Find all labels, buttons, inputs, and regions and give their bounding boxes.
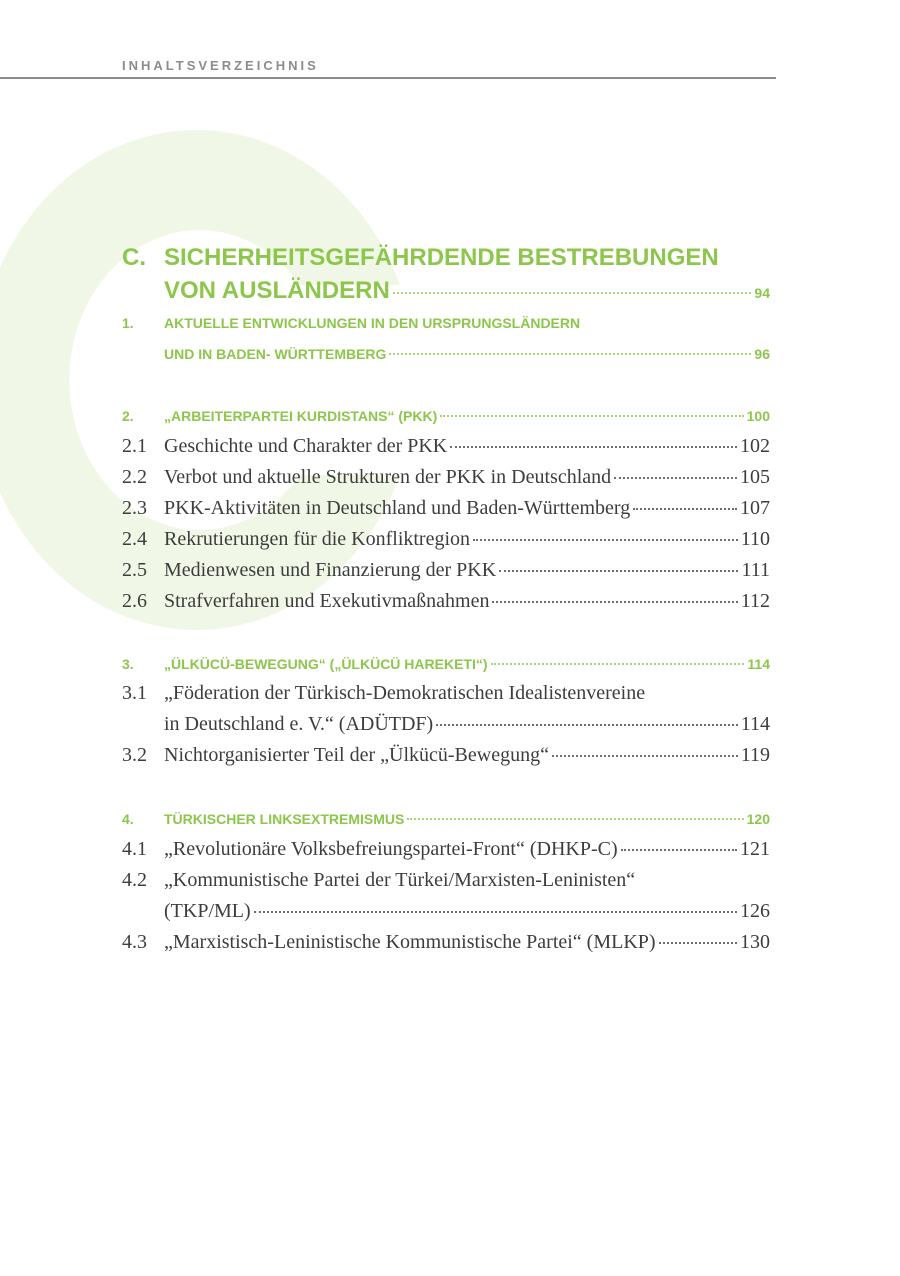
toc-title: Nichtorganisierter Teil der „Ülkücü-Bewegung“ [164,744,549,766]
toc-page: 100 [746,408,770,424]
toc-page: 126 [740,900,770,922]
toc-item-2-4[interactable] [122,528,770,551]
toc-section-2[interactable] [122,408,770,424]
toc-page: 114 [747,656,770,672]
toc-item-2-6[interactable] [122,590,770,613]
toc-page: 94 [754,285,770,301]
leader-dots [492,601,737,603]
toc-page: 102 [740,435,770,457]
toc-title: (TKP/ML) [164,900,251,922]
toc-title: Geschichte und Charakter der PKK [164,435,448,457]
toc-number: 3.2 [122,744,147,766]
leader-dots [254,911,737,913]
toc-page: 105 [740,466,770,488]
toc-number: 4.1 [122,838,147,860]
leader-dots [436,724,738,726]
toc-number: 2.2 [122,466,147,488]
toc-item-4-2-line2[interactable] [122,900,770,923]
leader-dots [614,477,737,479]
toc-page: 120 [746,811,770,827]
leader-dots [389,353,751,355]
toc-page: 112 [740,590,770,612]
toc-title: UND IN BADEN- WÜRTTEMBERG [164,346,387,362]
toc-chapter-line1 [122,244,770,272]
toc-number: 3. [122,656,134,672]
toc-number: 4.3 [122,931,147,953]
toc-page: 130 [740,931,770,953]
toc-title: PKK-Aktivitäten in Deutschland und Baden-Württemberg [164,497,631,519]
leader-dots [633,508,737,510]
toc-page: 110 [740,528,770,550]
toc-number: 4.2 [122,869,147,891]
toc-item-3-1-line1 [122,682,770,705]
toc-item-4-2-line1 [122,869,770,892]
toc-item-2-3[interactable] [122,497,770,520]
toc-number: 2.5 [122,559,147,581]
running-head: INHALTSVERZEICHNIS [122,58,319,73]
toc-title: SICHERHEITSGEFÄHRDENDE BESTREBUNGEN [164,244,719,271]
toc-item-4-3[interactable] [122,931,770,954]
leader-dots [552,755,738,757]
toc-section-3[interactable] [122,656,770,672]
toc-title: VON AUSLÄNDERN [164,277,390,304]
leader-dots [473,539,738,541]
toc-page: 107 [740,497,770,519]
toc-item-4-1[interactable] [122,838,770,861]
toc-number: 2.4 [122,528,147,550]
leader-dots [407,818,743,820]
toc-section-4[interactable] [122,811,770,827]
toc-title: in Deutschland e. V.“ (ADÜTDF) [164,713,434,735]
toc-item-2-1[interactable] [122,435,770,458]
leader-dots [499,570,738,572]
toc-title: „ARBEITERPARTEI KURDISTANS“ (PKK) [164,408,438,424]
toc-page: 114 [740,713,770,735]
toc-chapter-line2[interactable] [122,277,770,305]
toc-section-1-line2[interactable] [122,346,770,362]
toc-number: 2. [122,408,134,424]
toc-section-1-line1 [122,315,770,331]
toc-title: AKTUELLE ENTWICKLUNGEN IN DEN URSPRUNGSLÄNDERN [164,315,581,331]
toc-title: Verbot und aktuelle Strukturen der PKK in Deutschland [164,466,612,488]
toc-title: „ÜLKÜCÜ-BEWEGUNG“ („ÜLKÜCÜ HAREKETI“) [164,656,488,672]
toc-page: 96 [754,346,770,362]
toc-number: 2.1 [122,435,147,457]
toc-title: Rekrutierungen für die Konfliktregion [164,528,471,550]
toc-title: „Kommunistische Partei der Türkei/Marxisten-Leninisten“ [164,869,636,891]
leader-dots [659,942,737,944]
toc-title: TÜRKISCHER LINKSEXTREMISMUS [164,811,405,827]
toc-title: Medienwesen und Finanzierung der PKK [164,559,497,581]
leader-dots [393,292,752,294]
toc-number: 2.3 [122,497,147,519]
toc-title: „Revolutionäre Volksbefreiungspartei-Front“ (DHKP-C) [164,838,618,860]
toc-number: 4. [122,811,134,827]
toc-number: 2.6 [122,590,147,612]
toc-title: „Föderation der Türkisch-Demokratischen Idealistenvereine [164,682,646,704]
toc-item-2-5[interactable] [122,559,770,582]
toc-title: „Marxistisch-Leninistische Kommunistische Partei“ (MLKP) [164,931,656,953]
leader-dots [491,663,745,665]
toc-number: 1. [122,315,134,331]
leader-dots [621,849,737,851]
toc-number: 3.1 [122,682,147,704]
toc-item-3-2[interactable] [122,744,770,767]
toc-page: 111 [741,559,770,581]
toc-item-2-2[interactable] [122,466,770,489]
toc-item-3-1-line2[interactable] [122,713,770,736]
toc-page: 121 [740,838,770,860]
leader-dots [450,446,737,448]
leader-dots [440,415,743,417]
toc-title: Strafverfahren und Exekutivmaßnahmen [164,590,490,612]
header-rule [0,77,776,79]
toc-page: 119 [740,744,770,766]
toc-number: C. [122,244,146,271]
